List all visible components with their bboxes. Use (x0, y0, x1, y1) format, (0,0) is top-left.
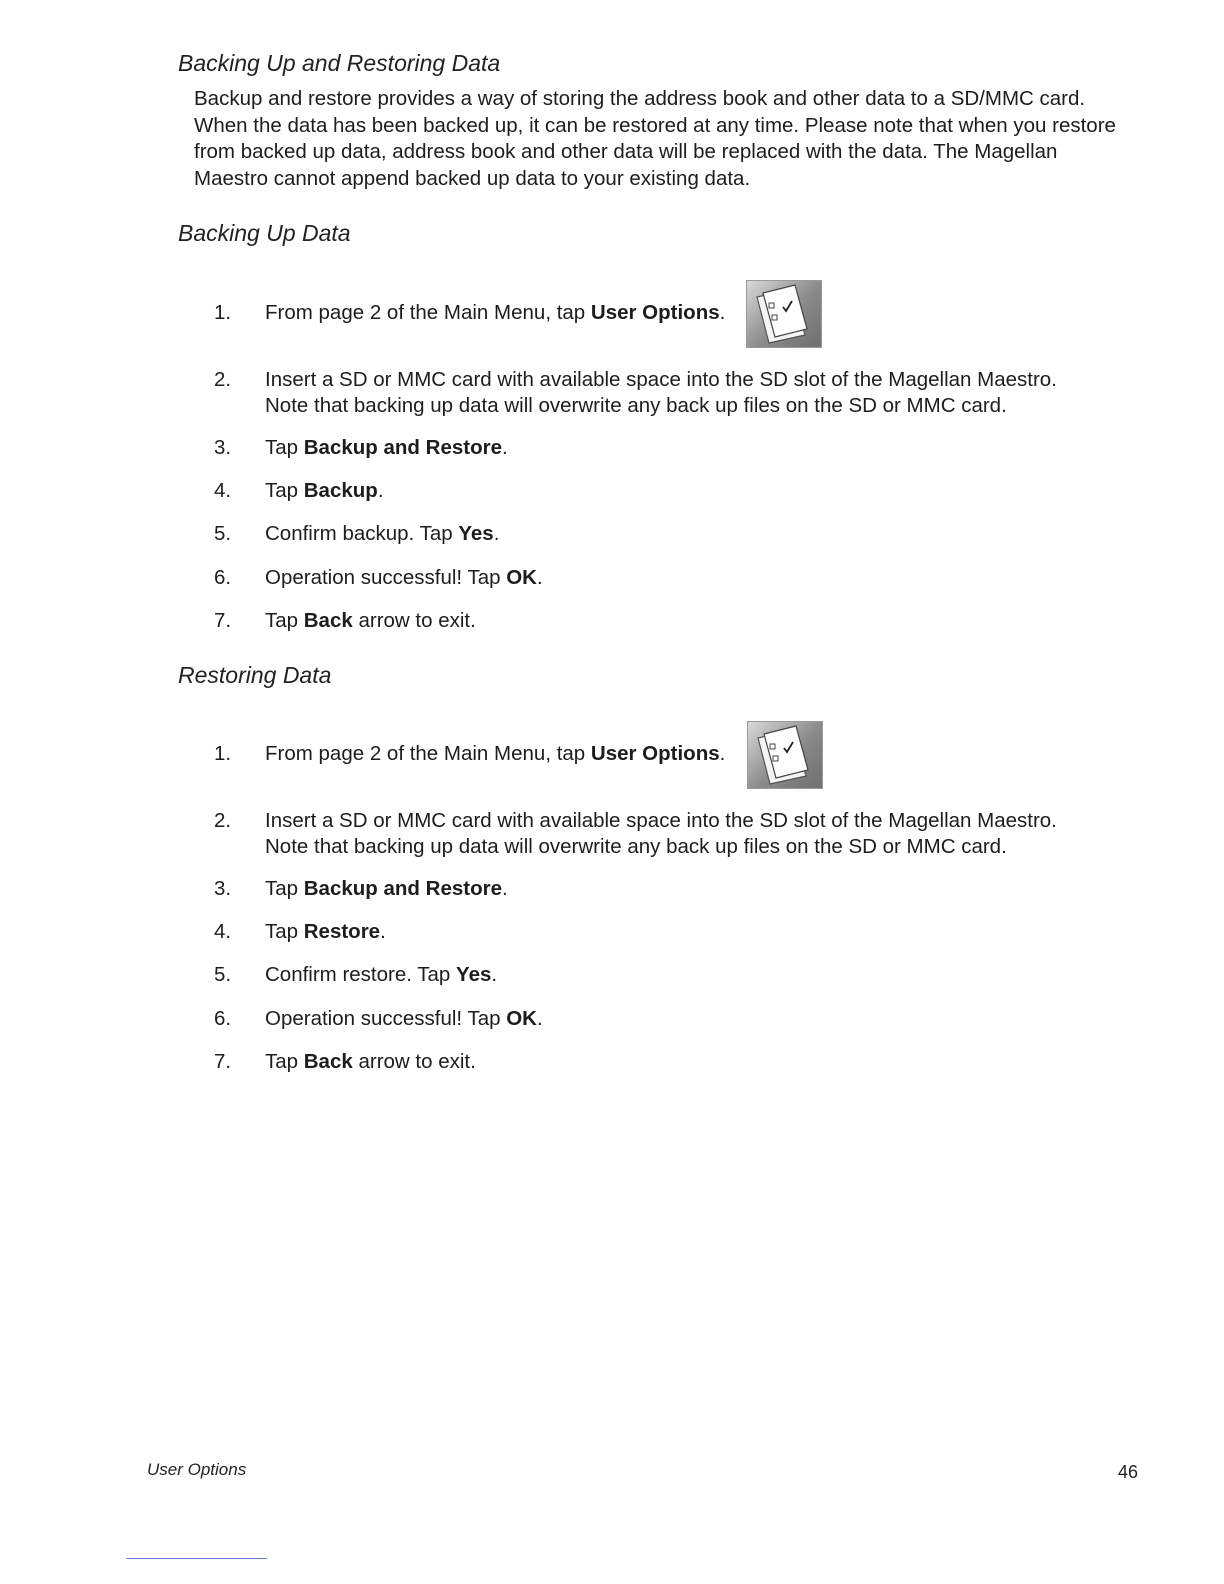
step-text: Insert a SD or MMC card with available space into the SD slot of the Magellan Maestro. (265, 368, 1057, 391)
step-text: Tap (265, 436, 304, 459)
step-text: Insert a SD or MMC card with available space into the SD slot of the Magellan Maestro. (265, 809, 1057, 832)
step-bold: Back (303, 1050, 353, 1073)
step-bold: Backup (303, 479, 378, 502)
user-options-icon (746, 280, 822, 348)
step-number: 7. (214, 1050, 232, 1073)
step-text-line2: Note that backing up data will overwrite any back up files on the SD or MMC card. (265, 394, 1007, 417)
page-number: 46 (1118, 1462, 1139, 1482)
step-bold: Yes (458, 522, 494, 545)
step-text-end: . (380, 920, 386, 943)
step-text-line2: Note that backing up data will overwrite any back up files on the SD or MMC card. (265, 835, 1007, 858)
step-text: Tap (265, 1050, 304, 1073)
step-text: Tap (265, 479, 304, 502)
step-number: 6. (214, 566, 232, 589)
step-bold: Yes (456, 963, 492, 986)
step-number: 4. (214, 920, 232, 943)
step-number: 1. (214, 301, 232, 324)
step-text: Tap (265, 877, 304, 900)
step-text: Operation successful! Tap (265, 1007, 507, 1030)
step-number: 3. (214, 877, 232, 900)
section-title-backing-up-data: Backing Up Data (178, 220, 351, 246)
step-bold: User Options (590, 301, 720, 324)
step-text-end: . (719, 742, 726, 765)
step-text-end: . (493, 522, 500, 545)
step-number: 2. (214, 368, 232, 391)
step-number: 4. (214, 479, 232, 502)
step-text: Tap (265, 609, 304, 632)
intro-paragraph: Backup and restore provides a way of storing the address book and other data to a SD/MMC card. When the data has been backed up, it can be restored at any time. Please note that when you restore from backed up data, address book and other data will be replaced with the data. The Magellan Maestro cannot append backed up data to your existing data. (194, 87, 1116, 190)
step-text-end: . (501, 877, 508, 900)
step-bold: Backup and Restore (303, 436, 502, 459)
step-text-end: . (501, 436, 508, 459)
step-text-end: . (536, 1007, 543, 1030)
step-text: From page 2 of the Main Menu, tap (265, 742, 591, 765)
step-bold: Back (303, 609, 353, 632)
step-text-end: . (719, 301, 726, 324)
step-text: Confirm backup. Tap (265, 522, 459, 545)
footer-section-name: User Options (147, 1460, 247, 1479)
step-text: From page 2 of the Main Menu, tap (265, 301, 591, 324)
step-text: Operation successful! Tap (265, 566, 507, 589)
step-text-end: arrow to exit. (352, 1050, 476, 1073)
step-number: 1. (214, 742, 232, 765)
step-text: Confirm restore. Tap (265, 963, 457, 986)
section-title-backing-up-and-restoring: Backing Up and Restoring Data (178, 50, 501, 76)
step-text: Tap (265, 920, 304, 943)
footer-divider (126, 1558, 267, 1559)
step-text-end: . (491, 963, 498, 986)
step-number: 2. (214, 809, 232, 832)
step-bold: OK (506, 1007, 537, 1030)
user-options-icon (747, 721, 823, 789)
section-title-restoring-data: Restoring Data (178, 662, 332, 688)
step-number: 3. (214, 436, 232, 459)
step-number: 7. (214, 609, 232, 632)
step-number: 5. (214, 963, 232, 986)
step-bold: Backup and Restore (303, 877, 502, 900)
step-bold: Restore (303, 920, 381, 943)
step-text-end: . (377, 479, 384, 502)
step-number: 5. (214, 522, 232, 545)
step-text-end: arrow to exit. (352, 609, 476, 632)
step-number: 6. (214, 1007, 232, 1030)
step-text-end: . (536, 566, 543, 589)
step-bold: User Options (590, 742, 720, 765)
step-bold: OK (506, 566, 537, 589)
